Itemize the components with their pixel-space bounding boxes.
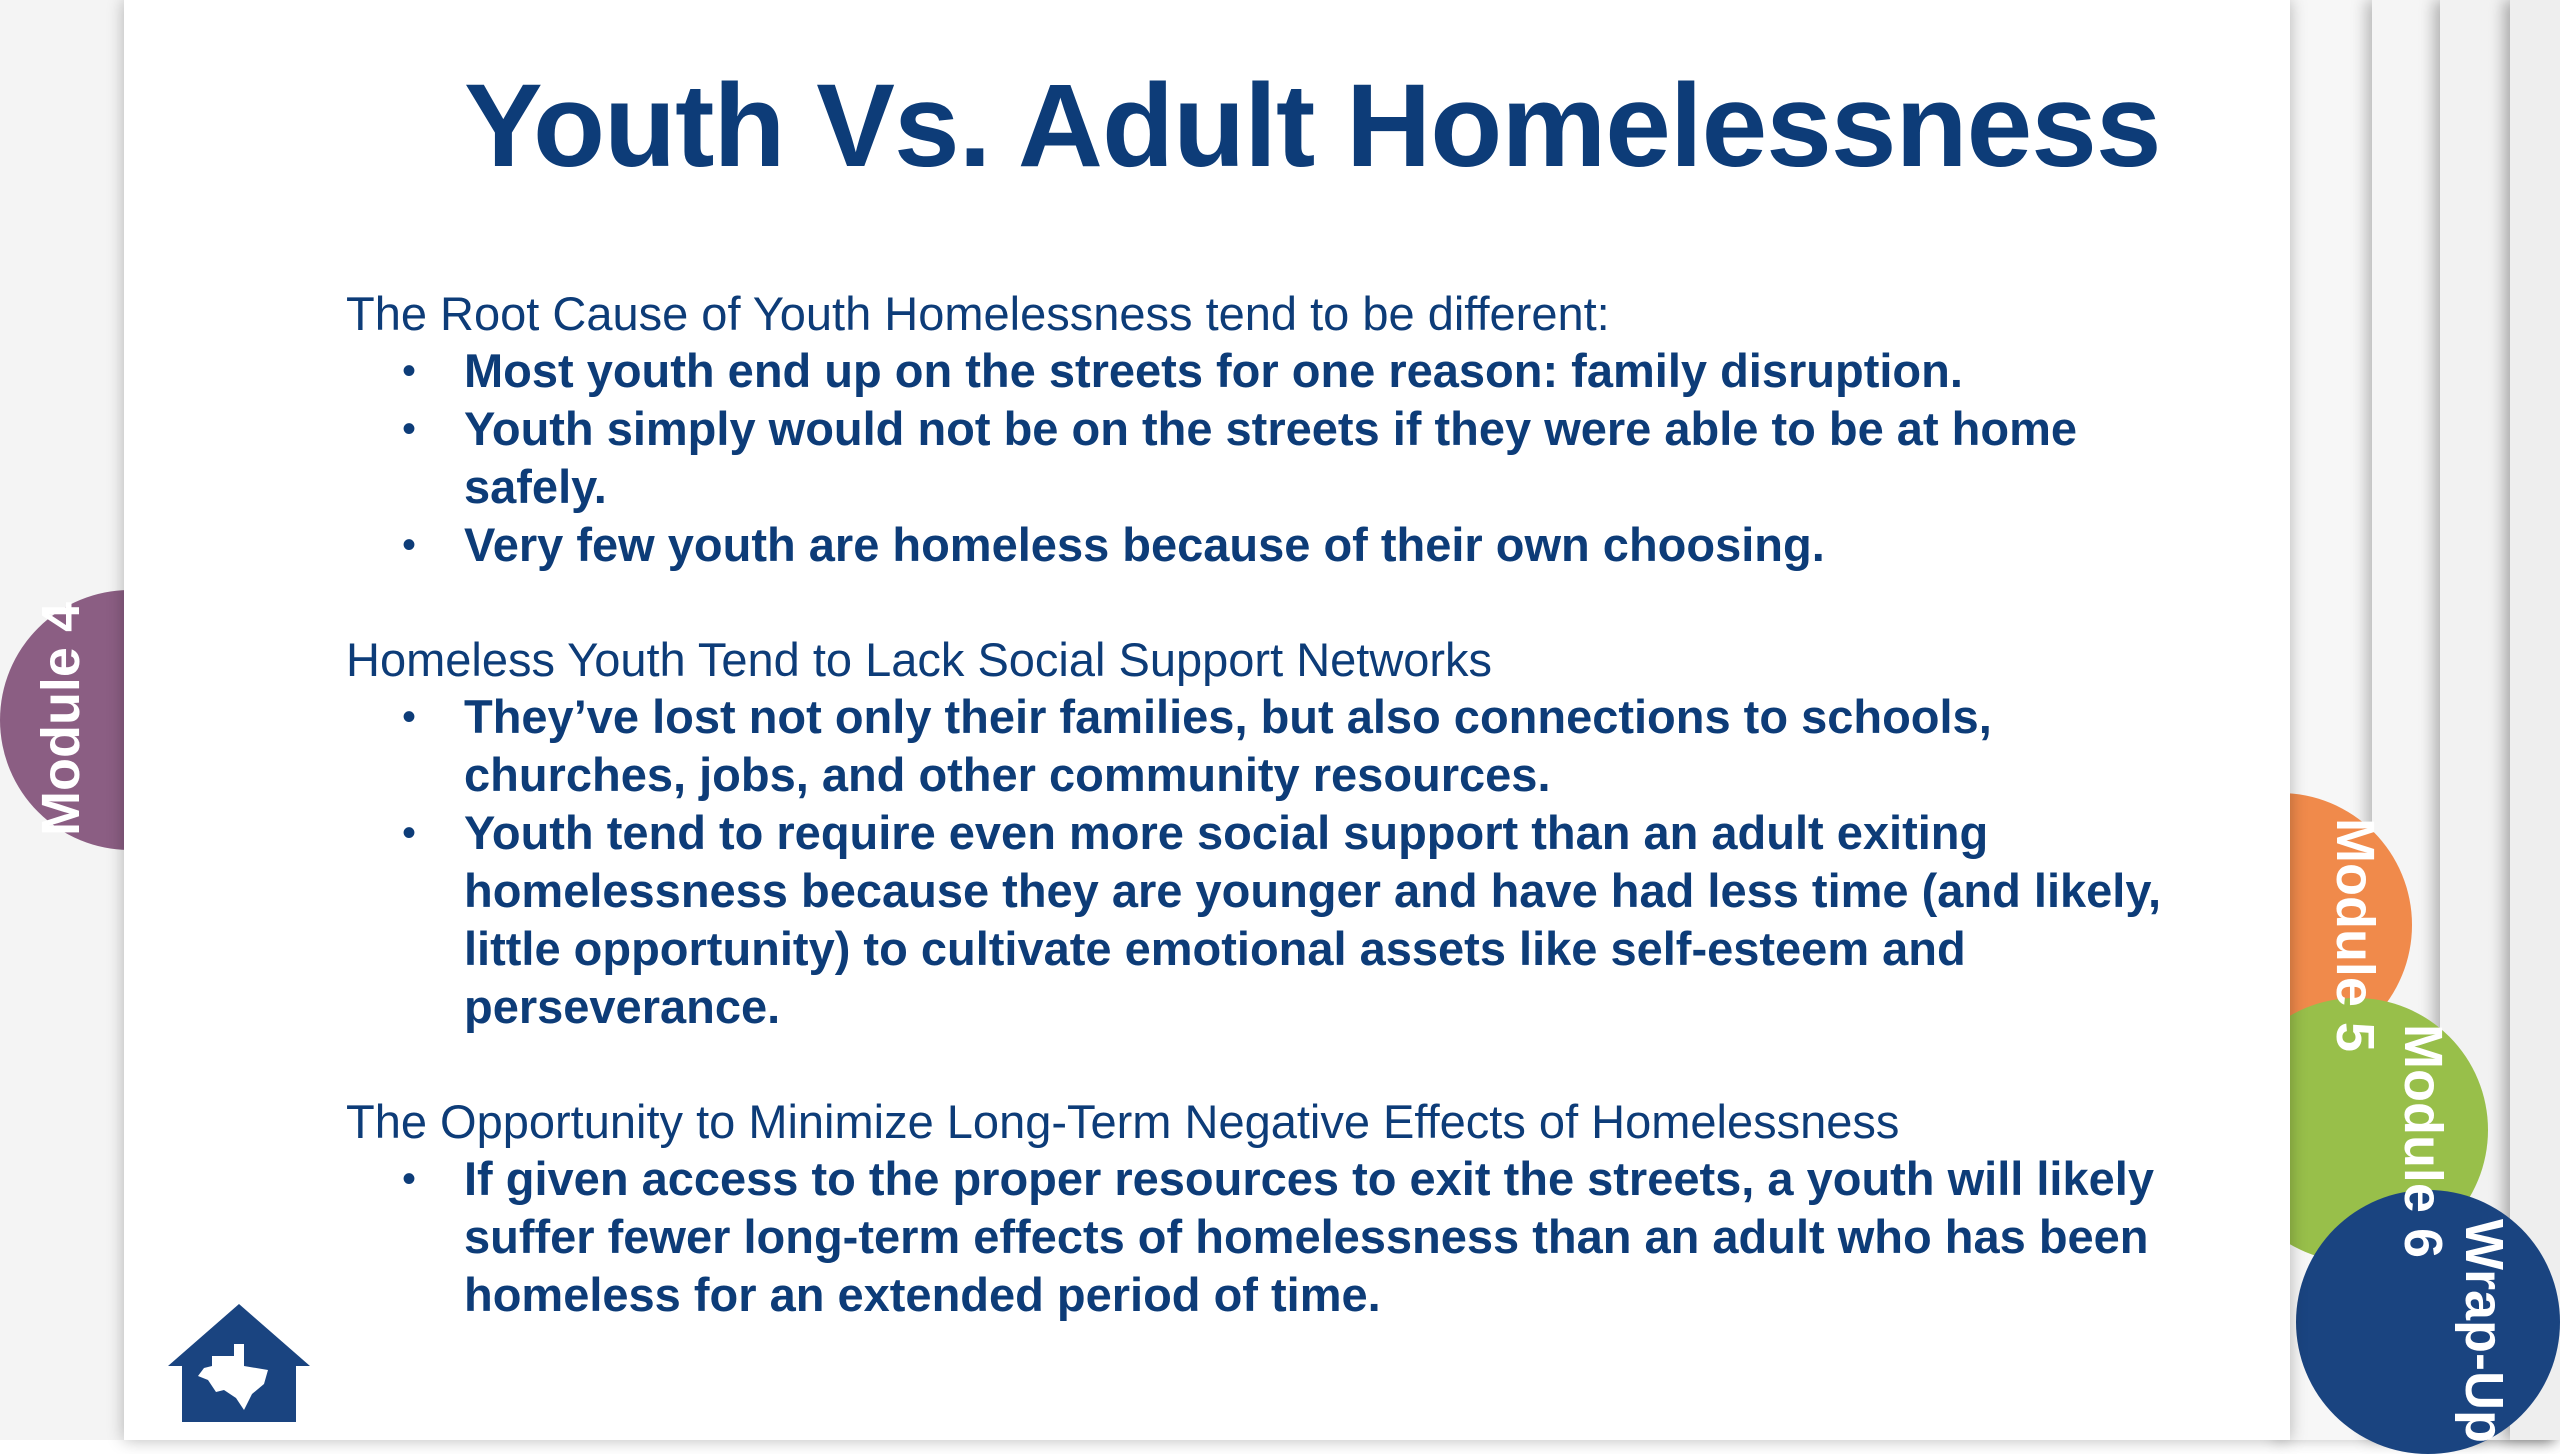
tab-module-4-label[interactable]: Module 4 xyxy=(31,601,92,837)
tab-wrap-up-label[interactable]: Wrap-Up xyxy=(2454,1219,2514,1443)
tab-module-5-label[interactable]: Module 5 xyxy=(2325,817,2386,1053)
bullet-list-root-cause xyxy=(402,342,2224,574)
bullet-list-opportunity xyxy=(402,1150,2224,1324)
slide-page xyxy=(124,0,2290,1440)
list-item: • They’ve lost not only their families, but also connections to schools, churches, jobs, and other community resources. xyxy=(402,690,1992,801)
slide-title: Youth Vs. Adult Homelessness xyxy=(464,60,2161,192)
section-heading-social-support: Homeless Youth Tend to Lack Social Support Networks xyxy=(346,633,1493,686)
list-item: • Youth simply would not be on the streets if they were able to be at home safely. xyxy=(402,402,2078,513)
list-item: • Very few youth are homeless because of their own choosing. xyxy=(402,518,1825,571)
list-item: • Most youth end up on the streets for one reason: family disruption. xyxy=(402,344,1963,397)
section-heading-opportunity: The Opportunity to Minimize Long-Term Negative Effects of Homelessness xyxy=(346,1095,1900,1148)
tab-module-6-label[interactable]: Module 6 xyxy=(2393,1023,2454,1259)
section-heading-root-cause: The Root Cause of Youth Homelessness tend to be different: xyxy=(346,287,1610,340)
house-texas-logo-icon xyxy=(164,1300,314,1425)
list-item: • Youth tend to require even more social support than an adult exiting homelessness because they are younger and have had less time (and likely, little opportunity) to cultivate emotional assets like self-esteem and perseverance. xyxy=(402,806,2162,1033)
list-item: • If given access to the proper resources to exit the streets, a youth will likely suffer fewer long-term effects of homelessness than an adult who has been homeless for an extended period of time. xyxy=(402,1152,2154,1321)
bullet-list-social-support xyxy=(402,688,2224,1036)
